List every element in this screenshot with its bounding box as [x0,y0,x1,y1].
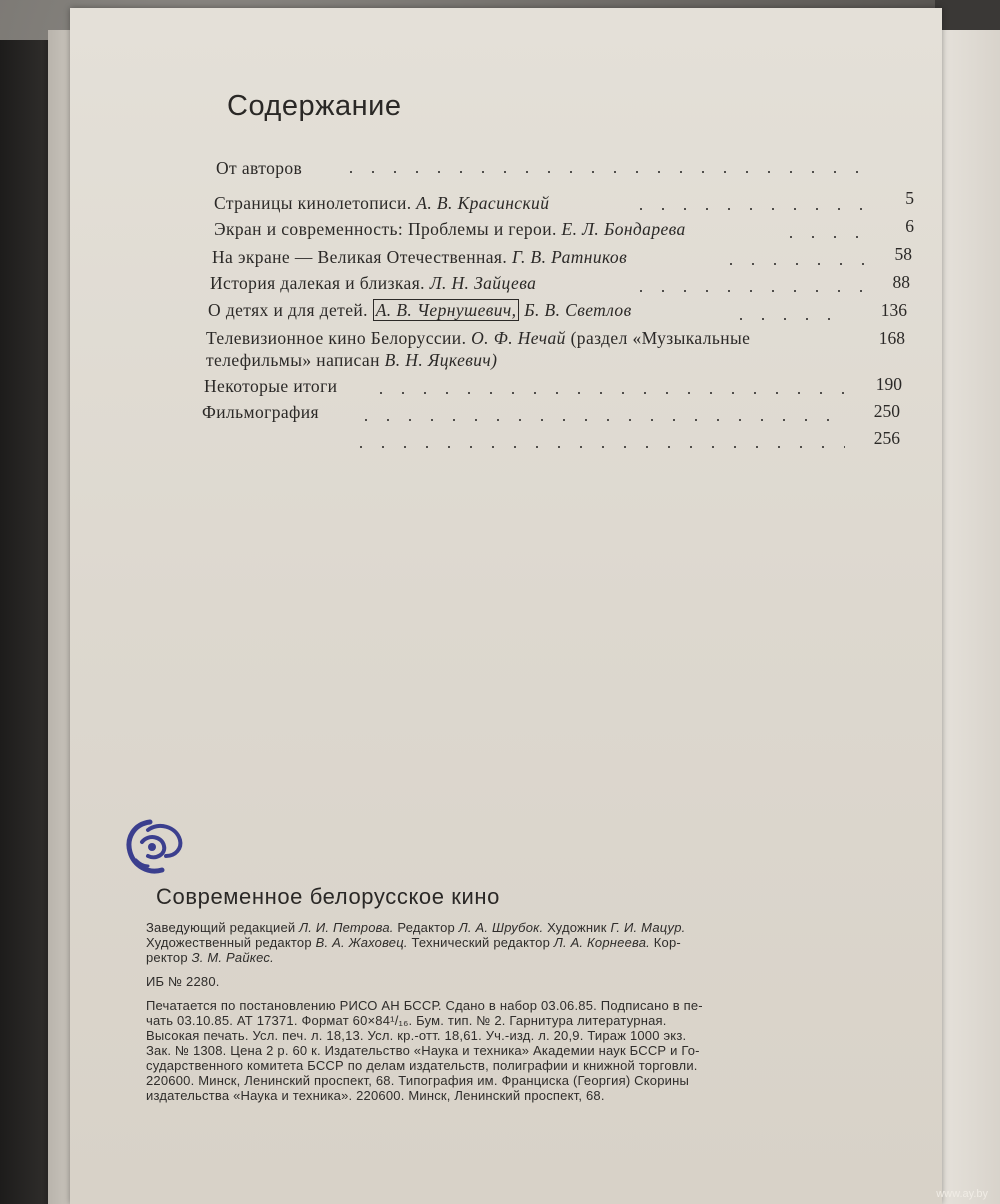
toc-page-number: 5 [905,188,914,208]
imprint-text: Художественный редактор [146,935,316,950]
toc-entry-text: Телевизионное кино Белоруссии. [206,328,467,348]
toc-entry-text: Фильмография [202,402,319,422]
toc-entry-author-boxed: А. В. Чернушевич, [373,299,520,321]
toc-entry [206,328,750,349]
dot-leader [720,263,870,265]
toc-entry-author: Е. Л. Бондарева [561,219,686,239]
dot-leader [630,208,870,210]
imprint-name: Г. И. Мацур. [610,920,686,935]
toc-page-number: 88 [892,272,910,292]
toc-entry [204,376,337,397]
toc-entry-text: Страницы кинолетописи. [214,193,412,213]
dot-leader [350,446,845,448]
toc-entry-text-continued: (раздел «Музыкальные [570,328,751,348]
imprint-line: сударственного комитета БССР по делам издательств, полиграфии и книжной торговли. [146,1058,698,1073]
imprint-text: Редактор [393,920,459,935]
toc-page-number: 136 [880,300,907,320]
imprint-line: Высокая печать. Усл. печ. л. 18,13. Усл. кр.-отт. 18,61. Уч.-изд. л. 20,9. Тираж 1000 экз. [146,1028,687,1043]
imprint-text: Заведующий редакцией [146,920,300,935]
toc-entry [208,300,632,321]
imprint-name: Л. И. Петрова. [299,920,394,935]
page-title: Содержание [227,90,402,122]
toc-page-number: 256 [873,428,900,448]
toc-entry [214,193,549,214]
toc-entry-text: От авторов [216,158,303,178]
book-page [70,8,942,1204]
imprint-line: ИБ № 2280. [146,974,220,989]
dot-leader [355,419,845,421]
toc-entry [206,350,497,371]
imprint-publication-details [146,998,866,1103]
imprint-line: чать 03.10.85. АТ 17371. Формат 60×84¹/₁₆. Бум. тип. № 2. Гарнитура литературная. [146,1013,667,1028]
dot-leader [730,318,850,320]
toc-entry-text: Экран и современность: Проблемы и герои. [214,219,557,239]
imprint-line [146,920,866,935]
publisher-stamp-icon [122,816,188,878]
site-watermark: www.ay.by [936,1188,988,1200]
imprint-text: Технический редактор [407,935,554,950]
toc-entry-author: Б. В. Светлов [524,300,632,320]
toc-entry-text: На экране — Великая Отечественная. [212,247,508,267]
imprint-ib-number [146,974,866,989]
toc-page-number: 168 [878,328,905,348]
toc-entry-author: Л. Н. Зайцева [429,273,537,293]
imprint-text: ректор [146,950,192,965]
imprint-line: Печатается по постановлению РИСО АН БССР. Сдано в набор 03.06.85. Подписано в пе- [146,998,703,1013]
imprint-line [146,935,866,950]
table-of-contents [70,8,942,468]
imprint-name: Л. А. Корнеева. [553,935,650,950]
dot-leader [630,290,870,292]
toc-page-number: 250 [873,401,900,421]
imprint-name: З. М. Райкес. [191,950,274,965]
toc-entry-author: Г. В. Ратников [511,247,628,267]
imprint-name: В. А. Жаховец. [315,935,408,950]
toc-entry-text: телефильмы» написан [206,350,380,370]
imprint-text: Художник [543,920,611,935]
imprint-text: Кор- [649,935,681,950]
dot-leader [340,171,870,173]
imprint-line [146,950,866,965]
toc-entry [212,247,627,268]
imprint-line: издательства «Наука и техника». 220600. Минск, Ленинский проспект, 68. [146,1088,605,1103]
toc-page-number: 58 [894,244,912,264]
toc-page-number: 6 [905,216,914,236]
imprint-line: 220600. Минск, Ленинский проспект, 68. Типография им. Франциска (Георгия) Скорины [146,1073,690,1088]
toc-entry [202,402,319,423]
imprint-name: Л. А. Шрубок. [458,920,544,935]
toc-entry-author: О. Ф. Нечай [471,328,566,348]
toc-page-number: 190 [875,374,902,394]
toc-entry-author: А. В. Красинский [416,193,550,213]
toc-entry-author: В. Н. Яцкевич) [384,350,498,370]
toc-entry [210,273,536,294]
toc-entry [216,158,302,179]
dot-leader [370,392,850,394]
imprint-line: Зак. № 1308. Цена 2 р. 60 к. Издательство «Наука и техника» Академии наук БССР и Го- [146,1043,700,1058]
book-title: Современное белорусское кино [156,884,500,909]
toc-entry-text: Некоторые итоги [204,376,338,396]
toc-entry-text: О детях и для детей. [208,300,368,320]
toc-entry [214,219,686,240]
toc-entry-text: История далекая и близкая. [210,273,425,293]
imprint-staff [146,920,866,965]
